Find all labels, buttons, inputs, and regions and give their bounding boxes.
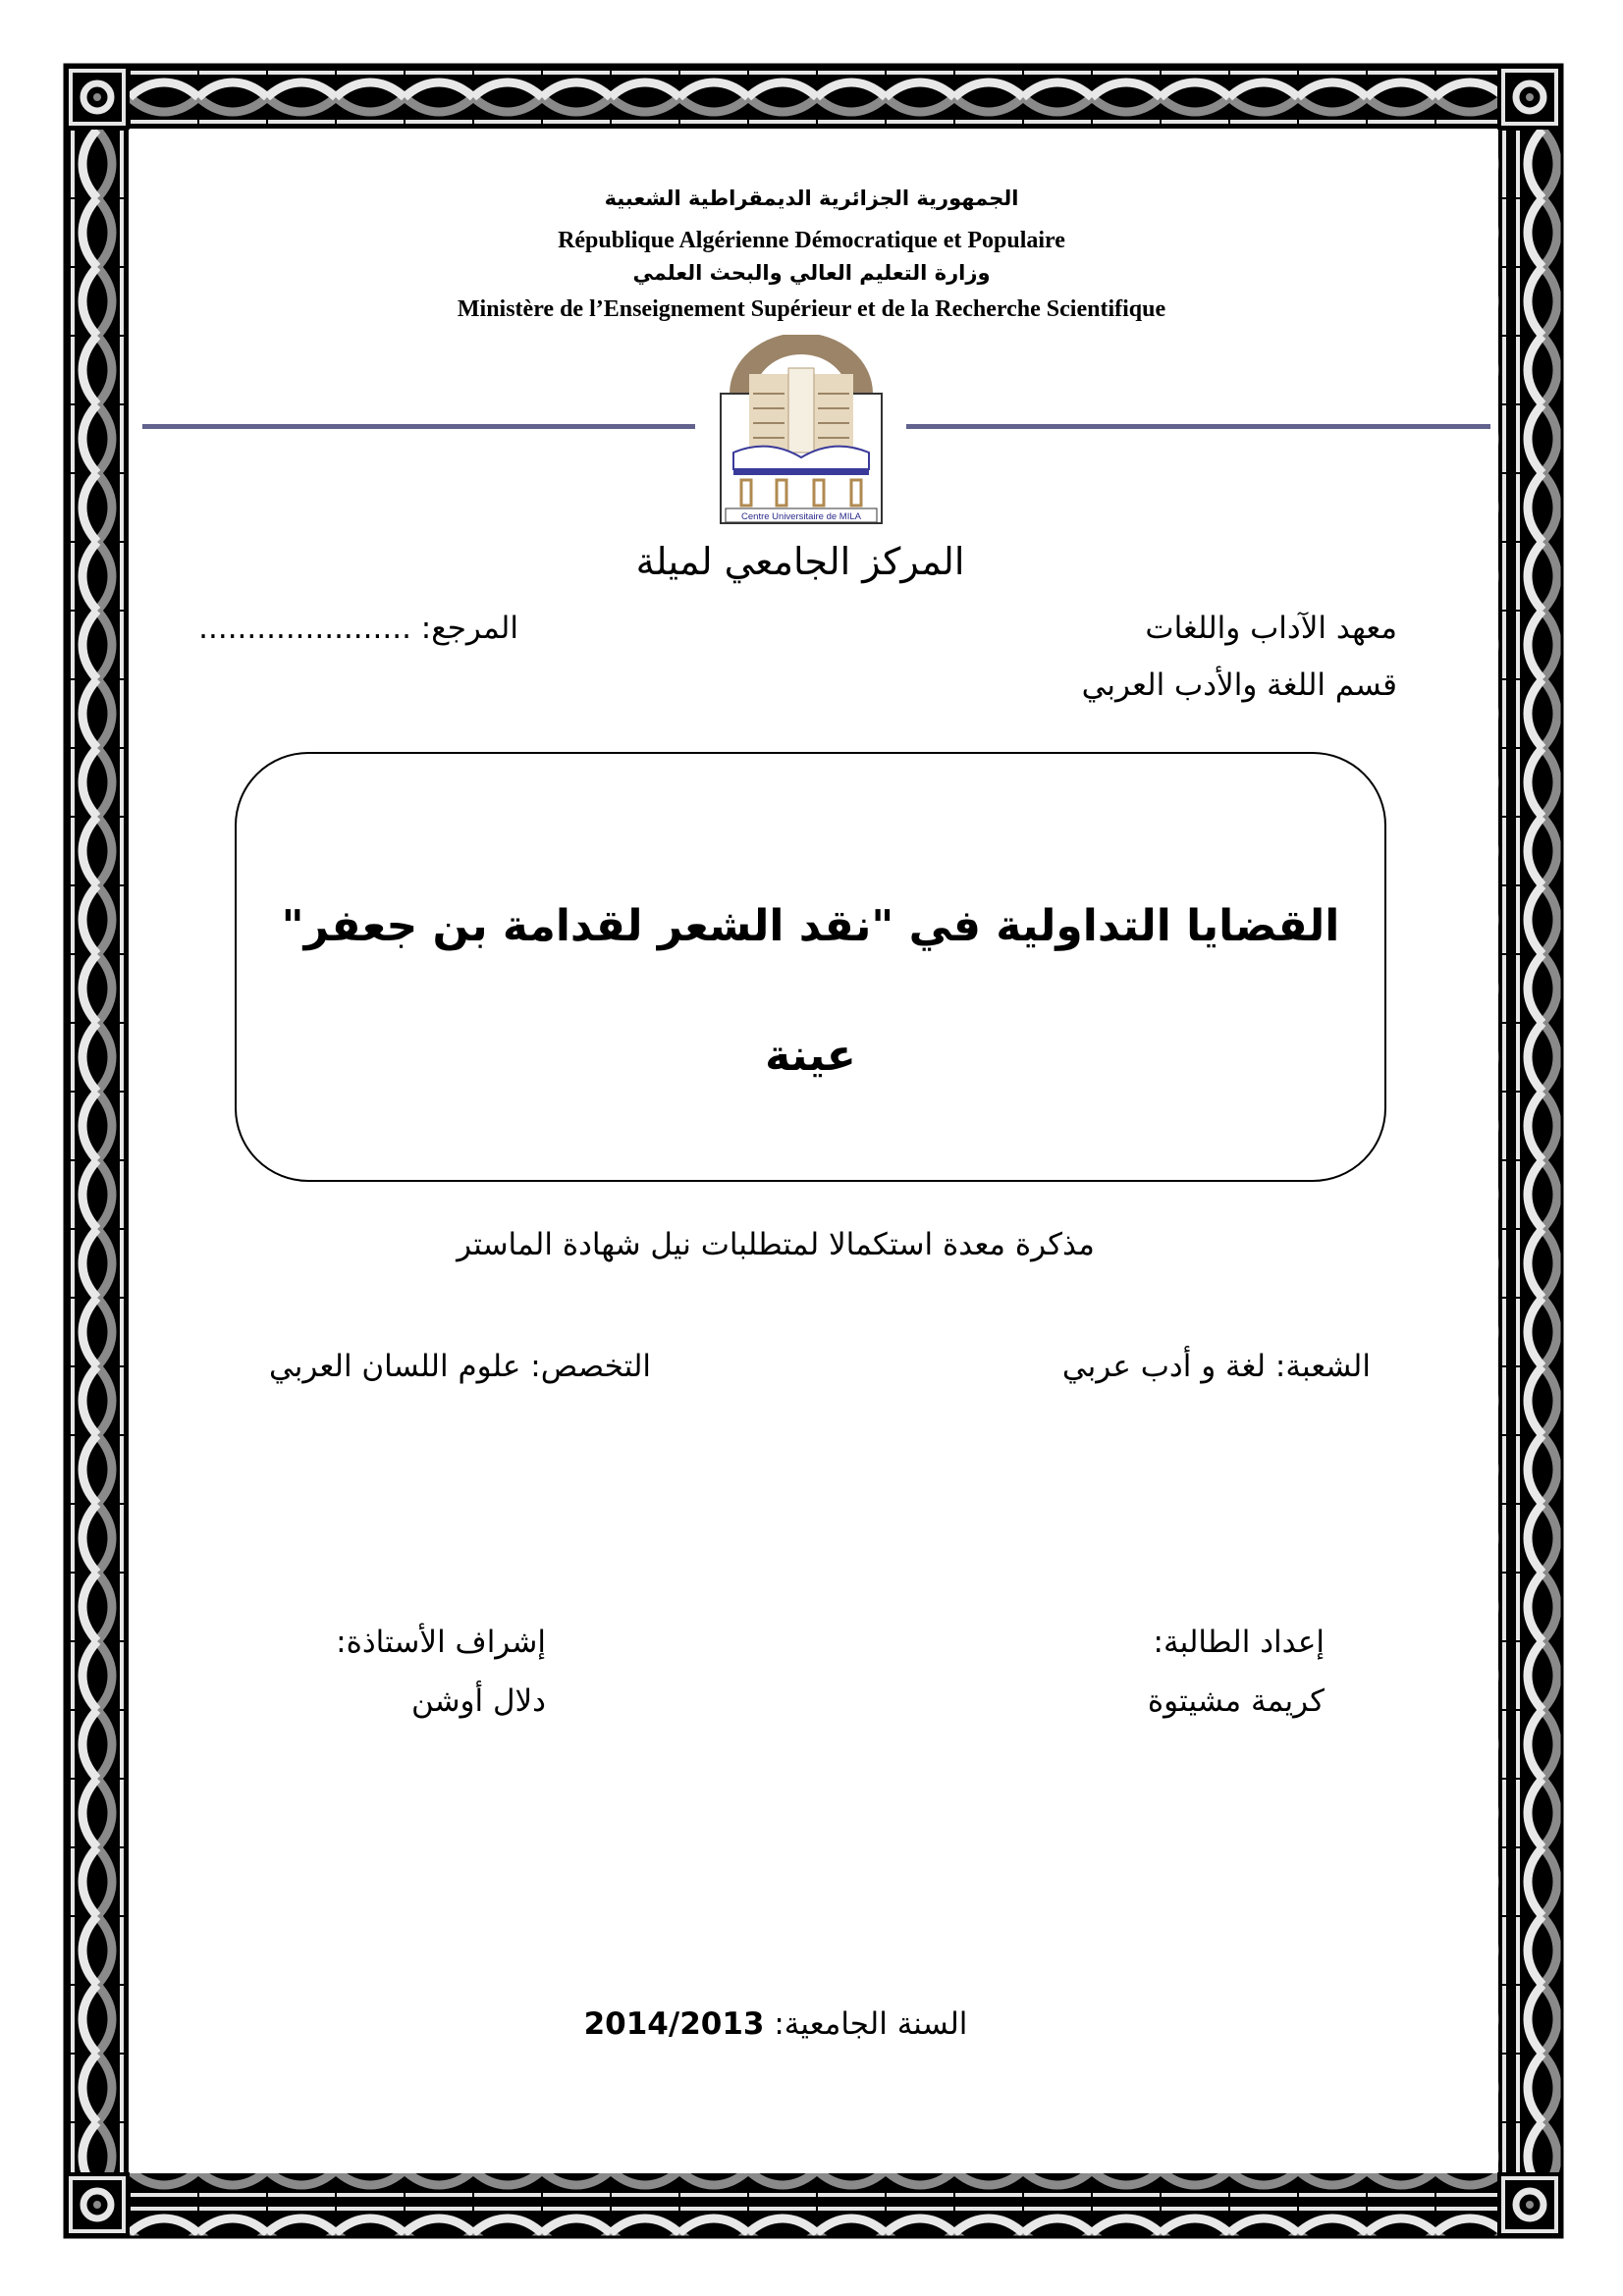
- title-box: [235, 752, 1386, 1182]
- ministry-french: Ministère de l’Enseignement Supérieur et de la Recherche Scientifique: [457, 296, 1166, 322]
- branch: الشعبة: لغة و أدب عربي: [1061, 1349, 1371, 1384]
- republic-french: République Algérienne Démocratique et Populaire: [558, 228, 1065, 253]
- supervisor-label: إشراف الأستاذة:: [336, 1625, 546, 1660]
- university-logo: [720, 335, 883, 525]
- logo-caption: Centre Universitaire de MILA: [741, 511, 861, 522]
- institute-name: معهد الآداب واللغات: [1145, 611, 1397, 646]
- specialty: التخصص: علوم اللسان العربي: [268, 1349, 651, 1384]
- student-label: إعداد الطالبة:: [1153, 1625, 1325, 1660]
- header-rule-right: [906, 424, 1490, 429]
- republic-arabic: الجمهورية الجزائرية الديمقراطية الشعبية: [604, 187, 1019, 210]
- reference-value: ......................: [198, 611, 411, 646]
- academic-year: [0, 2006, 1551, 2042]
- header-rule-left: [142, 424, 695, 429]
- reference-label: المرجع:: [420, 611, 518, 646]
- department-name: قسم اللغة والأدب العربي: [1081, 667, 1397, 703]
- academic-year-value: 2014/2013: [583, 2006, 765, 2042]
- ministry-arabic: وزارة التعليم العالي والبحث العلمي: [632, 261, 991, 285]
- reference-field: [198, 611, 518, 646]
- student-name: كريمة مشيتوة: [1147, 1683, 1325, 1719]
- thesis-title: القضايا التداولية في "نقد الشعر لقدامة بن جعفر": [281, 901, 1340, 951]
- institution-name: المركز الجامعي لميلة: [635, 540, 965, 583]
- thesis-subtitle: عينة: [765, 1031, 856, 1081]
- academic-year-label: السنة الجامعية:: [774, 2006, 968, 2042]
- supervisor-name: دلال أوشن: [410, 1683, 546, 1719]
- thesis-purpose: مذكرة معدة استكمالا لمتطلبات نيل شهادة الماستر: [457, 1227, 1095, 1262]
